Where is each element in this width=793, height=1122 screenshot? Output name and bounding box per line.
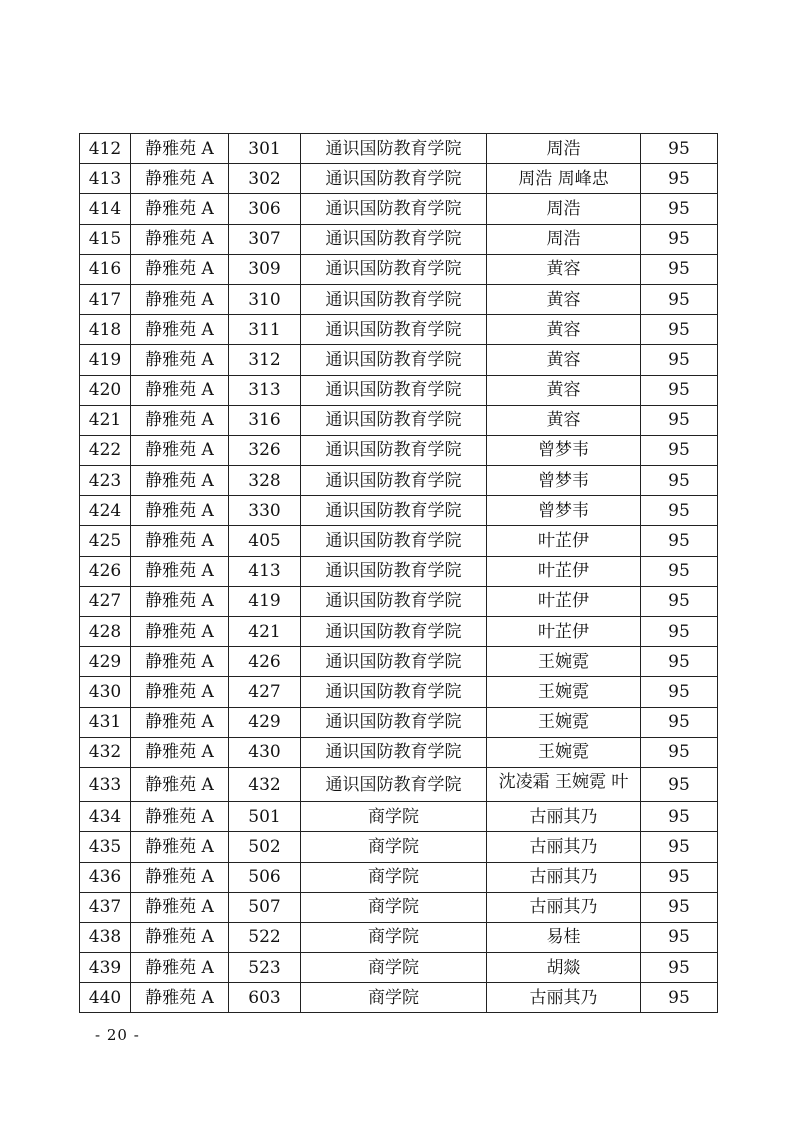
cell-score: 95: [641, 983, 718, 1013]
cell-score: 95: [641, 862, 718, 892]
cell-name: 叶芷伊: [487, 526, 641, 556]
table-row: [80, 375, 718, 405]
cell-index: 413: [80, 164, 131, 194]
cell-name: 古丽其乃: [487, 892, 641, 922]
table-row: [80, 435, 718, 465]
cell-index: 432: [80, 737, 131, 767]
dormitory-table-container: [79, 133, 718, 1013]
table-row: [80, 707, 718, 737]
cell-name: 周浩: [487, 224, 641, 254]
cell-score: 95: [641, 315, 718, 345]
cell-building: 静雅苑 A: [131, 194, 229, 224]
cell-score: 95: [641, 496, 718, 526]
cell-score: 95: [641, 556, 718, 586]
cell-index: 426: [80, 556, 131, 586]
cell-index: 422: [80, 435, 131, 465]
cell-room: 309: [229, 254, 301, 284]
cell-building: 静雅苑 A: [131, 922, 229, 952]
table-row: [80, 284, 718, 314]
table-row: [80, 526, 718, 556]
cell-building: 静雅苑 A: [131, 767, 229, 801]
cell-name: 黄容: [487, 405, 641, 435]
cell-college: 通识国防教育学院: [301, 224, 487, 254]
cell-index: 433: [80, 767, 131, 801]
cell-score: 95: [641, 134, 718, 164]
table-row: [80, 254, 718, 284]
cell-building: 静雅苑 A: [131, 677, 229, 707]
cell-college: 通识国防教育学院: [301, 435, 487, 465]
cell-room: 432: [229, 767, 301, 801]
table-row: [80, 405, 718, 435]
cell-name: 王婉霓: [487, 677, 641, 707]
cell-college: 通识国防教育学院: [301, 345, 487, 375]
cell-name: 王婉霓: [487, 707, 641, 737]
cell-building: 静雅苑 A: [131, 496, 229, 526]
dormitory-score-table: [79, 133, 718, 1013]
cell-score: 95: [641, 164, 718, 194]
cell-college: 商学院: [301, 953, 487, 983]
cell-room: 507: [229, 892, 301, 922]
cell-name: 曾梦韦: [487, 435, 641, 465]
cell-index: 420: [80, 375, 131, 405]
table-row: [80, 832, 718, 862]
cell-college: 通识国防教育学院: [301, 134, 487, 164]
table-row: [80, 737, 718, 767]
cell-index: 431: [80, 707, 131, 737]
cell-college: 商学院: [301, 892, 487, 922]
cell-score: 95: [641, 435, 718, 465]
cell-college: 商学院: [301, 862, 487, 892]
table-row: [80, 224, 718, 254]
cell-room: 501: [229, 802, 301, 832]
table-row: [80, 315, 718, 345]
cell-building: 静雅苑 A: [131, 737, 229, 767]
cell-name: 古丽其乃: [487, 832, 641, 862]
cell-name: 易桂: [487, 922, 641, 952]
cell-score: 95: [641, 707, 718, 737]
cell-room: 603: [229, 983, 301, 1013]
cell-college: 通识国防教育学院: [301, 767, 487, 801]
cell-index: 434: [80, 802, 131, 832]
cell-building: 静雅苑 A: [131, 254, 229, 284]
table-row: [80, 802, 718, 832]
cell-name: 曾梦韦: [487, 496, 641, 526]
cell-score: 95: [641, 375, 718, 405]
page-number: - 20 -: [95, 1026, 140, 1044]
cell-college: 商学院: [301, 832, 487, 862]
cell-score: 95: [641, 647, 718, 677]
cell-index: 437: [80, 892, 131, 922]
cell-score: 95: [641, 405, 718, 435]
table-row: [80, 953, 718, 983]
cell-college: 通识国防教育学院: [301, 677, 487, 707]
cell-name: 王婉霓: [487, 737, 641, 767]
cell-room: 326: [229, 435, 301, 465]
cell-index: 419: [80, 345, 131, 375]
cell-name: 黄容: [487, 254, 641, 284]
cell-name: 曾梦韦: [487, 466, 641, 496]
cell-name: 王婉霓: [487, 647, 641, 677]
cell-building: 静雅苑 A: [131, 953, 229, 983]
cell-room: 429: [229, 707, 301, 737]
cell-college: 通识国防教育学院: [301, 617, 487, 647]
cell-index: 427: [80, 586, 131, 616]
cell-building: 静雅苑 A: [131, 802, 229, 832]
table-row: [80, 164, 718, 194]
table-row: [80, 556, 718, 586]
cell-index: 421: [80, 405, 131, 435]
table-row: [80, 496, 718, 526]
cell-college: 通识国防教育学院: [301, 647, 487, 677]
cell-score: 95: [641, 737, 718, 767]
cell-building: 静雅苑 A: [131, 556, 229, 586]
cell-building: 静雅苑 A: [131, 375, 229, 405]
cell-college: 通识国防教育学院: [301, 466, 487, 496]
cell-college: 通识国防教育学院: [301, 315, 487, 345]
cell-building: 静雅苑 A: [131, 284, 229, 314]
cell-building: 静雅苑 A: [131, 224, 229, 254]
cell-score: 95: [641, 194, 718, 224]
cell-building: 静雅苑 A: [131, 647, 229, 677]
table-body: [80, 134, 718, 1013]
cell-index: 439: [80, 953, 131, 983]
cell-score: 95: [641, 802, 718, 832]
cell-name: [487, 767, 641, 801]
cell-building: 静雅苑 A: [131, 983, 229, 1013]
cell-building: 静雅苑 A: [131, 435, 229, 465]
cell-room: 405: [229, 526, 301, 556]
cell-building: 静雅苑 A: [131, 345, 229, 375]
cell-score: 95: [641, 254, 718, 284]
cell-name-text: 沈凌霜 王婉霓 叶: [498, 771, 629, 792]
cell-score: 95: [641, 466, 718, 496]
cell-room: 330: [229, 496, 301, 526]
cell-score: 95: [641, 892, 718, 922]
cell-score: 95: [641, 922, 718, 952]
table-row: [80, 617, 718, 647]
table-row: [80, 134, 718, 164]
cell-index: 423: [80, 466, 131, 496]
cell-score: 95: [641, 586, 718, 616]
cell-score: 95: [641, 617, 718, 647]
table-row: [80, 677, 718, 707]
cell-college: 通识国防教育学院: [301, 194, 487, 224]
cell-name: 古丽其乃: [487, 983, 641, 1013]
cell-building: 静雅苑 A: [131, 405, 229, 435]
cell-building: 静雅苑 A: [131, 164, 229, 194]
table-row: [80, 983, 718, 1013]
cell-score: 95: [641, 526, 718, 556]
cell-room: 522: [229, 922, 301, 952]
cell-college: 通识国防教育学院: [301, 254, 487, 284]
cell-building: 静雅苑 A: [131, 832, 229, 862]
cell-index: 428: [80, 617, 131, 647]
cell-college: 通识国防教育学院: [301, 284, 487, 314]
table-row: [80, 647, 718, 677]
cell-name: 胡燚: [487, 953, 641, 983]
cell-room: 419: [229, 586, 301, 616]
cell-index: 414: [80, 194, 131, 224]
cell-college: 通识国防教育学院: [301, 526, 487, 556]
cell-name: 古丽其乃: [487, 802, 641, 832]
cell-name: 周浩 周峰忠: [487, 164, 641, 194]
cell-score: 95: [641, 677, 718, 707]
cell-building: 静雅苑 A: [131, 134, 229, 164]
cell-building: 静雅苑 A: [131, 466, 229, 496]
cell-room: 523: [229, 953, 301, 983]
cell-college: 通识国防教育学院: [301, 164, 487, 194]
cell-index: 415: [80, 224, 131, 254]
cell-college: 通识国防教育学院: [301, 586, 487, 616]
cell-college: 通识国防教育学院: [301, 707, 487, 737]
cell-room: 313: [229, 375, 301, 405]
cell-room: 427: [229, 677, 301, 707]
cell-room: 312: [229, 345, 301, 375]
cell-index: 418: [80, 315, 131, 345]
table-row: [80, 586, 718, 616]
cell-college: 商学院: [301, 983, 487, 1013]
cell-building: 静雅苑 A: [131, 586, 229, 616]
cell-index: 430: [80, 677, 131, 707]
cell-name: 叶芷伊: [487, 586, 641, 616]
cell-index: 436: [80, 862, 131, 892]
cell-building: 静雅苑 A: [131, 315, 229, 345]
cell-room: 421: [229, 617, 301, 647]
cell-index: 412: [80, 134, 131, 164]
table-row: [80, 345, 718, 375]
cell-name: 黄容: [487, 375, 641, 405]
cell-score: 95: [641, 284, 718, 314]
cell-college: 通识国防教育学院: [301, 405, 487, 435]
cell-room: 413: [229, 556, 301, 586]
cell-room: 426: [229, 647, 301, 677]
cell-room: 502: [229, 832, 301, 862]
cell-index: 435: [80, 832, 131, 862]
cell-room: 311: [229, 315, 301, 345]
cell-college: 商学院: [301, 922, 487, 952]
cell-room: 307: [229, 224, 301, 254]
cell-room: 328: [229, 466, 301, 496]
cell-name: 周浩: [487, 194, 641, 224]
cell-room: 310: [229, 284, 301, 314]
cell-name: 黄容: [487, 284, 641, 314]
cell-room: 430: [229, 737, 301, 767]
cell-building: 静雅苑 A: [131, 707, 229, 737]
cell-name: 古丽其乃: [487, 862, 641, 892]
cell-index: 438: [80, 922, 131, 952]
cell-building: 静雅苑 A: [131, 526, 229, 556]
table-row: [80, 922, 718, 952]
cell-college: 通识国防教育学院: [301, 496, 487, 526]
cell-index: 416: [80, 254, 131, 284]
cell-building: 静雅苑 A: [131, 892, 229, 922]
cell-college: 通识国防教育学院: [301, 556, 487, 586]
cell-college: 通识国防教育学院: [301, 737, 487, 767]
table-row: [80, 862, 718, 892]
table-row: [80, 194, 718, 224]
cell-index: 440: [80, 983, 131, 1013]
table-row: [80, 892, 718, 922]
cell-name: 黄容: [487, 315, 641, 345]
table-row: [80, 466, 718, 496]
cell-score: 95: [641, 953, 718, 983]
cell-college: 通识国防教育学院: [301, 375, 487, 405]
cell-score: 95: [641, 832, 718, 862]
cell-score: 95: [641, 224, 718, 254]
cell-room: 302: [229, 164, 301, 194]
cell-name: 叶芷伊: [487, 556, 641, 586]
cell-score: 95: [641, 767, 718, 801]
cell-score: 95: [641, 345, 718, 375]
cell-index: 429: [80, 647, 131, 677]
cell-room: 306: [229, 194, 301, 224]
cell-index: 417: [80, 284, 131, 314]
cell-room: 316: [229, 405, 301, 435]
cell-index: 424: [80, 496, 131, 526]
table-row: [80, 767, 718, 801]
cell-index: 425: [80, 526, 131, 556]
cell-name: 黄容: [487, 345, 641, 375]
cell-college: 商学院: [301, 802, 487, 832]
cell-name: 叶芷伊: [487, 617, 641, 647]
cell-building: 静雅苑 A: [131, 617, 229, 647]
cell-building: 静雅苑 A: [131, 862, 229, 892]
cell-room: 301: [229, 134, 301, 164]
cell-room: 506: [229, 862, 301, 892]
cell-name: 周浩: [487, 134, 641, 164]
